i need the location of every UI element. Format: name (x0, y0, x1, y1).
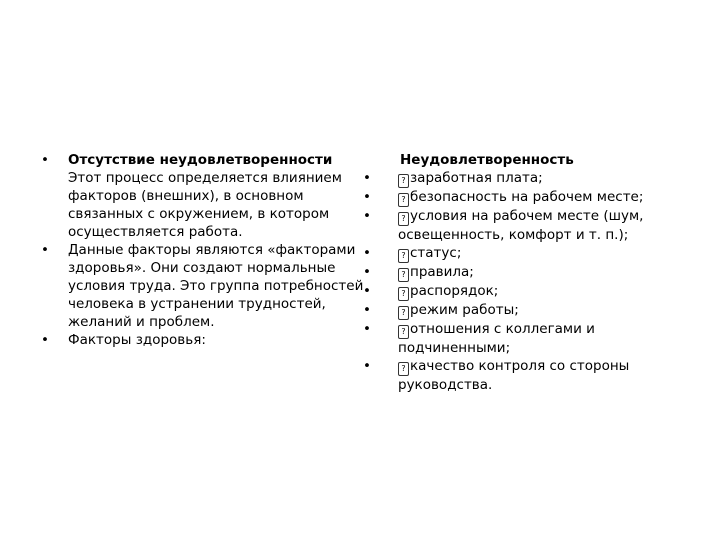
left-item-text: Факторы здоровья: (68, 332, 206, 348)
bullet-icon: • (363, 283, 371, 299)
right-item-text: безопасность на рабочем месте; (410, 189, 644, 205)
checkbox-glyph-icon: ? (398, 174, 409, 188)
checkbox-glyph-icon: ? (398, 362, 409, 376)
checkbox-glyph-icon: ? (398, 193, 409, 207)
checkbox-glyph-icon: ? (398, 306, 409, 320)
bullet-icon: • (363, 264, 371, 280)
bullet-icon: • (41, 242, 49, 258)
right-item-text: качество контроля со стороны руководства. (398, 358, 630, 393)
left-heading: Отсутствие неудовлетворенности (68, 152, 333, 168)
right-list-item (360, 320, 660, 357)
bullet-icon: • (363, 189, 371, 205)
right-list-item (360, 207, 660, 244)
right-list-item (360, 301, 660, 320)
left-item-text: Данные факторы являются «факторами здоровья». Они создают нормальные условия труда. Это группа потребностей человека в устранении трудностей, желаний и проблем. (68, 242, 364, 330)
left-list-item (40, 151, 370, 241)
right-item-text: статус; (410, 245, 462, 261)
bullet-icon: • (41, 152, 49, 168)
right-item-text: отношения с коллегами и подчиненными; (398, 321, 595, 356)
left-list-item (40, 331, 370, 349)
left-item-text: Этот процесс определяется влиянием факторов (внешних), в основном связанных с окружением, в котором осуществляется работа. (68, 170, 342, 240)
right-item-text: условия на рабочем месте (шум, освещенность, комфорт и т. п.); (398, 208, 644, 243)
right-list-item (360, 188, 660, 207)
checkbox-glyph-icon: ? (398, 268, 409, 282)
checkbox-glyph-icon: ? (398, 212, 409, 226)
left-column (40, 151, 370, 349)
bullet-icon: • (363, 208, 371, 224)
right-list-item (360, 244, 660, 263)
bullet-icon: • (41, 332, 49, 348)
right-list-item (360, 282, 660, 301)
right-item-text: распорядок; (410, 283, 499, 299)
right-list-item (360, 169, 660, 188)
right-list-item (360, 263, 660, 282)
right-column (360, 151, 660, 394)
right-item-text: режим работы; (410, 302, 519, 318)
bullet-icon: • (363, 321, 371, 337)
left-list-item (40, 241, 370, 331)
bullet-icon: • (363, 358, 371, 374)
right-list-item (360, 357, 660, 394)
bullet-icon: • (363, 170, 371, 186)
right-heading: Неудовлетворенность (400, 152, 574, 168)
checkbox-glyph-icon: ? (398, 325, 409, 339)
right-item-text: правила; (410, 264, 474, 280)
checkbox-glyph-icon: ? (398, 287, 409, 301)
checkbox-glyph-icon: ? (398, 249, 409, 263)
bullet-icon: • (363, 245, 371, 261)
right-item-text: заработная плата; (410, 170, 543, 186)
bullet-icon: • (363, 302, 371, 318)
